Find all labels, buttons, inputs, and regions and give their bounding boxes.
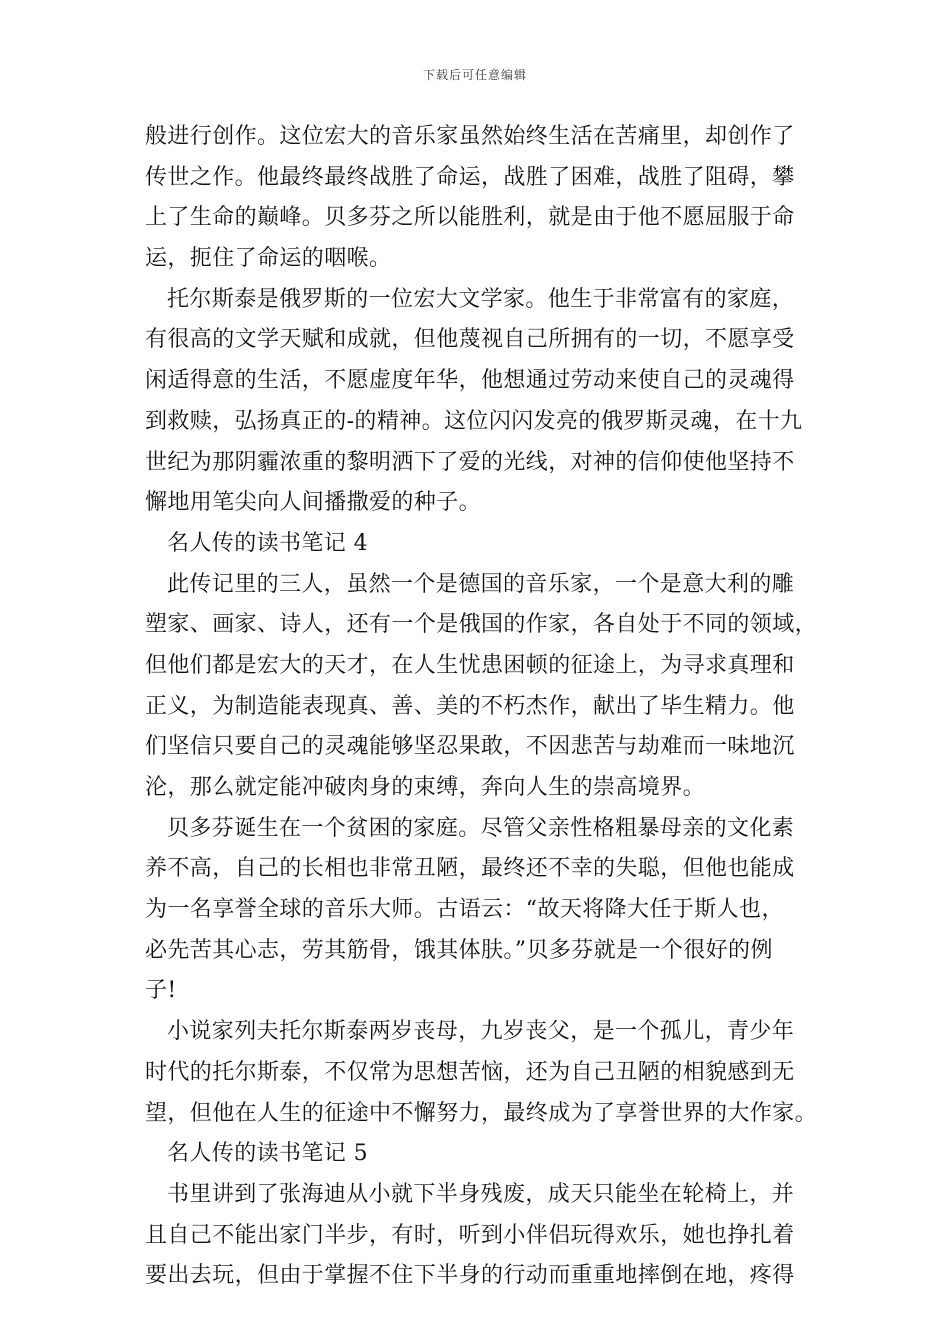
text-line: 且自己不能出家门半步，有时，听到小伴侣玩得欢乐，她也挣扎着 bbox=[145, 1222, 795, 1248]
text-line: 此传记里的三人，虽然一个是德国的音乐家，一个是意大利的雕 bbox=[167, 571, 795, 597]
text-line: 有很高的文学天赋和成就，但他蔑视自己所拥有的一切，不愿享受 bbox=[145, 327, 795, 353]
text-line: 名人传的读书笔记 4 bbox=[167, 530, 368, 556]
text-line: 正义，为制造能表现真、善、美的不朽杰作，献出了毕生精力。他 bbox=[145, 693, 795, 719]
text-line: 要出去玩，但由于掌握不住下半身的行动而重重地摔倒在地，疼得 bbox=[145, 1263, 795, 1289]
text-line: 到救赎，弘扬真正的-的精神。这位闪闪发亮的俄罗斯灵魂，在十九 bbox=[145, 408, 803, 434]
text-line: 们坚信只要自己的灵魂能够坚忍果敢，不因悲苦与劫难而一味地沉 bbox=[145, 734, 795, 760]
text-line: 世纪为那阴霾浓重的黎明洒下了爱的光线，对神的信仰使他坚持不 bbox=[145, 449, 795, 475]
text-line: 运，扼住了命运的咽喉。 bbox=[145, 246, 392, 272]
text-line: 传世之作。他最终最终战胜了命运，战胜了困难，战胜了阻碍，攀 bbox=[145, 164, 795, 190]
document-body bbox=[145, 117, 818, 1297]
text-line: 托尔斯泰是俄罗斯的一位宏大文学家。他生于非常富有的家庭， bbox=[167, 286, 795, 312]
page-header: 下载后可任意编辑 bbox=[422, 68, 527, 82]
text-line: 望，但他在人生的征途中不懈努力，最终成为了享誉世界的大作家。 bbox=[145, 1100, 818, 1126]
text-line: 贝多芬诞生在一个贫困的家庭。尽管父亲性格粗暴母亲的文化素 bbox=[167, 815, 795, 841]
text-line: 沦，那么就定能冲破肉身的束缚，奔向人生的崇高境界。 bbox=[145, 775, 706, 800]
text-line: 小说家列夫托尔斯泰两岁丧母，九岁丧父，是一个孤儿，青少年 bbox=[167, 1019, 795, 1045]
text-line: 上了生命的巅峰。贝多芬之所以能胜利，就是由于他不愿屈服于命 bbox=[145, 205, 795, 231]
text-line: 闲适得意的生活，不愿虚度年华，他想通过劳动来使自己的灵魂得 bbox=[145, 368, 795, 394]
text-line: 塑家、画家、诗人，还有一个是俄国的作家，各自处于不同的领域， bbox=[145, 612, 818, 638]
text-line: 子! bbox=[145, 978, 177, 1004]
text-line: 但他们都是宏大的天才，在人生忧患困顿的征途上，为寻求真理和 bbox=[145, 652, 795, 678]
text-line: 懈地用笔尖向人间播撒爱的种子。 bbox=[145, 490, 482, 516]
text-line: 必先苦其心志，劳其筋骨，饿其体肤。”贝多芬就是一个很好的例 bbox=[145, 937, 773, 963]
text-line: 般进行创作。这位宏大的音乐家虽然始终生活在苦痛里，却创作了 bbox=[145, 124, 795, 149]
text-line: 为一名享誉全球的音乐大师。古语云：“故天将降大任于斯人也， bbox=[145, 897, 784, 923]
text-line: 时代的托尔斯泰，不仅常为思想苦恼，还为自己丑陋的相貌感到无 bbox=[145, 1059, 795, 1085]
text-line: 养不高，自己的长相也非常丑陋，最终还不幸的失聪，但他也能成 bbox=[145, 856, 795, 882]
text-line: 书里讲到了张海迪从小就下半身残废，成天只能坐在轮椅上，并 bbox=[167, 1181, 795, 1207]
text-line: 名人传的读书笔记 5 bbox=[167, 1141, 368, 1167]
